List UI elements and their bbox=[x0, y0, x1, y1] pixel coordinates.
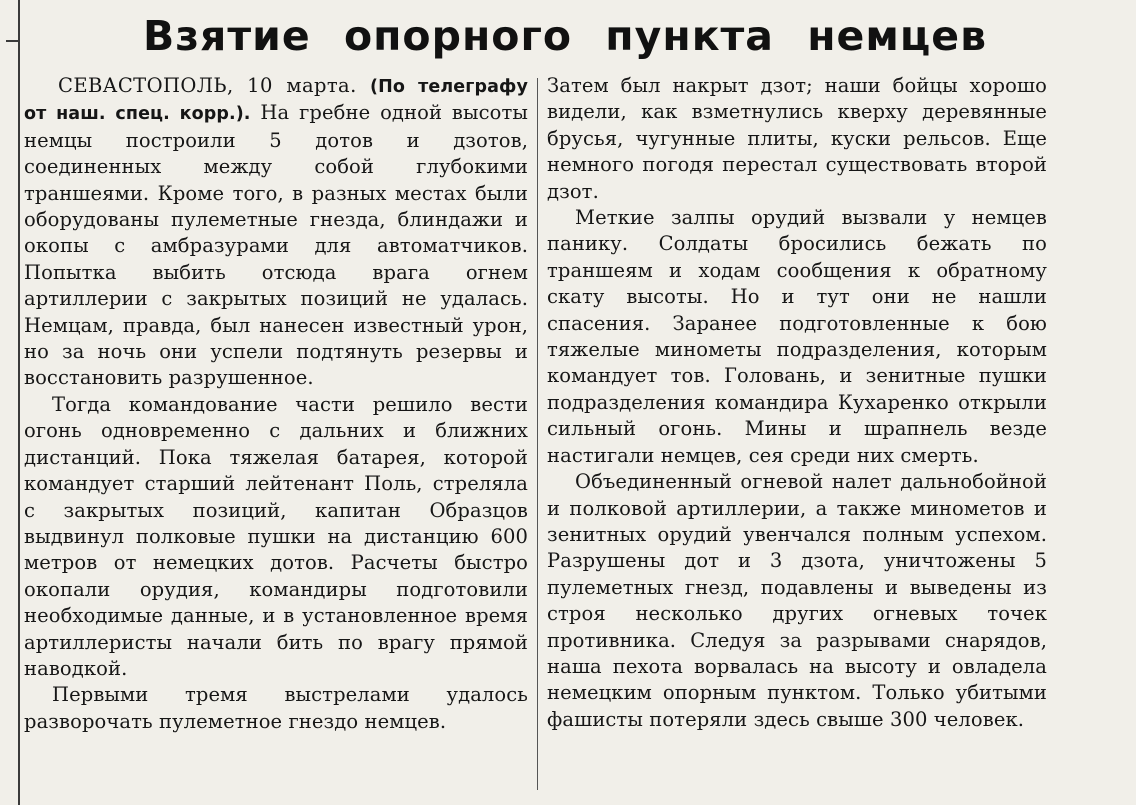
page-edge-rule bbox=[18, 0, 20, 805]
paragraph-2: Тогда командование части решило вести огонь одновременно с дальних и ближних дистанций. Пока тяжелая батарея, которой командует старший лейтенант Поль, стреляла с закрытых позиций, капитан Образцов выдвинул полковые пушки на дистанцию 600 метров от немецких дотов. Расчеты быстро окопали орудия, командиры подготовили необходимые данные, и в установленное время артиллеристы начали бить по врагу прямой наводкой. bbox=[24, 392, 528, 680]
page-edge-tick bbox=[6, 40, 20, 42]
dateline: СЕВАСТОПОЛЬ, 10 марта. bbox=[58, 74, 357, 97]
paragraph-3: Первыми тремя выстрелами удалось разворочать пулеметное гнездо немцев. bbox=[24, 683, 528, 733]
column-divider bbox=[537, 78, 538, 790]
article-column-right bbox=[547, 73, 1047, 733]
paragraph-6: Объединенный огневой налет дальнобойной и полковой артиллерии, а также минометов и зенитных орудий увенчался полным успехом. Разрушены дот и 3 дзота, уничтожены 5 пулеметных гнезд, подавлены и выведены из строя несколько других огневых точек противника. Следуя за разрывами снарядов, наша пехота ворвалась на высоту и овладела немецким опорным пунктом. Только убитыми фашисты потеряли здесь свыше 300 человек. bbox=[547, 470, 1047, 731]
paragraph-1-text: На гребне одной высоты немцы построили 5 дотов и дзотов, соединенных между собой глубокими траншеями. Кроме того, в разных местах были оборудованы пулеметные гнезда, блиндажи и окопы с амбразурами для автоматчиков. Попытка выбить отсюда врага огнем артиллерии с закрытых позиций не удалась. Немцам, правда, был нанесен известный урон, но за ночь они успели подтянуть резервы и восстановить разрушенное. bbox=[24, 101, 528, 390]
paragraph-1 bbox=[24, 73, 528, 392]
paragraph-5: Меткие залпы орудий вызвали у немцев панику. Солдаты бросились бежать по траншеям и ходам сообщения к обратному скату высоты. Но и тут они не нашли спасения. Заранее подготовленные к бою тяжелые минометы подразделения, которым командует тов. Головань, и зенитные пушки подразделения командира Кухаренко открыли сильный огонь. Мины и шрапнель везде настигали немцев, сея среди них смерть. bbox=[547, 206, 1047, 467]
paragraph-4: Затем был накрыт дзот; наши бойцы хорошо видели, как взметнулись кверху деревянные брусья, чугунные плиты, куски рельсов. Еще немного погодя перестал существовать второй дзот. bbox=[547, 74, 1047, 203]
article-column-left bbox=[24, 73, 528, 735]
article-headline: Взятие опорного пункта немцев bbox=[142, 12, 988, 60]
byline: (По телеграфу от наш. спец. корр.). bbox=[24, 77, 528, 125]
